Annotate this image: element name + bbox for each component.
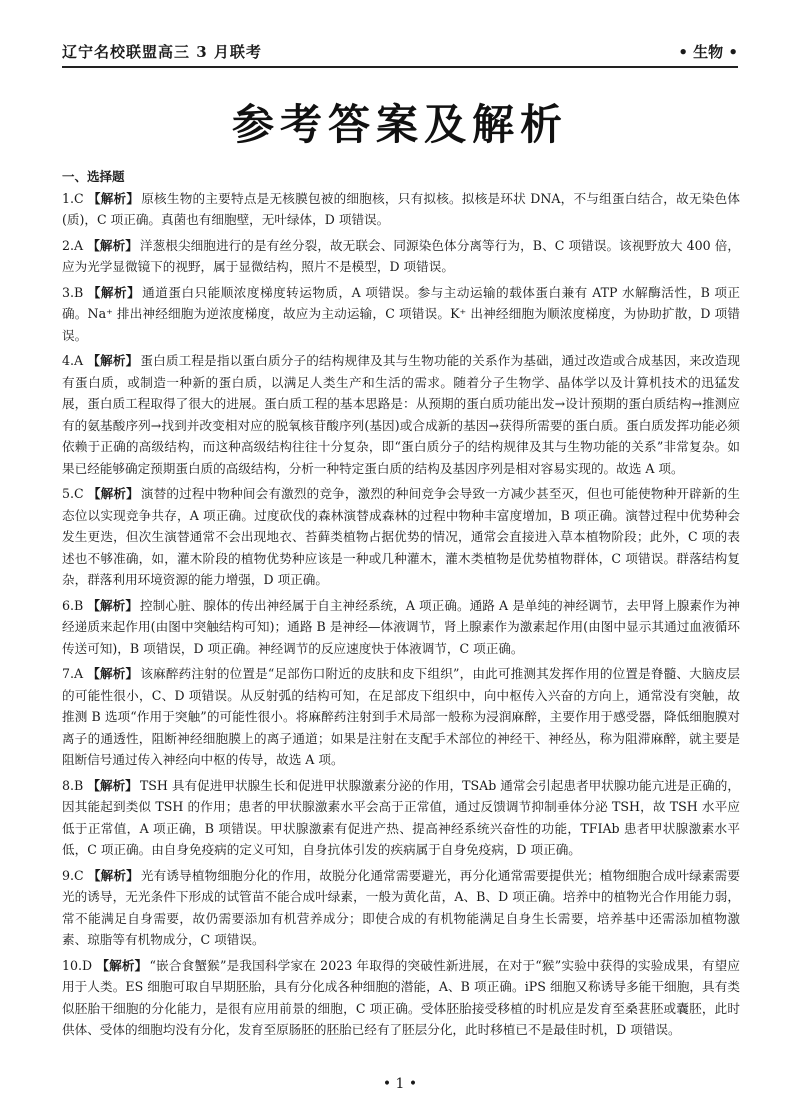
explanation-tag: 【解析】 xyxy=(87,867,139,883)
answer-explanation xyxy=(62,282,740,347)
explanation-text: 演替的过程中物种间会有激烈的竞争，激烈的种间竞争会导致一方减少甚至灭，但也可能使物种开辟新的生态位以实现竞争共存，A 项正确。过度砍伐的森林演替成森林的过程中物种丰富度增加，B 项正确。演替过程中优势种会发生更迭，但次生演替通常不会出现地衣、苔藓类植物占据优势的情况，通常会直接进入草本植物阶段；此外，C 项的表述也不够准确，如，灌木阶段的植物优势种应该是一种或几种灌木，灌木类植物是优势植物群体，C 项错误。群落结构复杂，群落利用环境资源的能力增强，D 项正确。 xyxy=(62,486,741,587)
answer-item xyxy=(62,663,740,771)
explanation-tag: 【解析】 xyxy=(87,666,139,681)
answer-letter: C xyxy=(74,190,88,206)
answer-letter: B xyxy=(74,284,88,300)
answer-explanation xyxy=(62,595,740,660)
answer-explanation xyxy=(62,188,740,231)
answer-letter: C xyxy=(74,486,88,501)
question-number: 8. xyxy=(62,777,75,793)
answer-item xyxy=(62,282,740,347)
question-number: 4. xyxy=(62,353,75,368)
explanation-tag: 【解析】 xyxy=(87,597,138,613)
answer-explanation xyxy=(62,775,740,861)
section-heading: 一、选择题 xyxy=(62,169,125,184)
exam-title: 辽宁名校联盟高三 3 月联考 xyxy=(62,43,262,61)
explanation-tag: 【解析】 xyxy=(96,957,148,973)
question-number: 5. xyxy=(62,486,75,501)
answer-list xyxy=(62,188,740,1041)
answer-letter: B xyxy=(74,777,88,793)
page-header xyxy=(62,38,738,68)
answer-content xyxy=(62,166,740,1045)
explanation-text: 原核生物的主要特点是无核膜包被的细胞核，只有拟核。拟核是环状 DNA，不与组蛋白结合，故无染色体(质)，C 项正确。真菌也有细胞壁，无叶绿体，D 项错误。 xyxy=(62,190,741,227)
explanation-text: 通道蛋白只能顺浓度梯度转运物质，A 项错误。参与主动运输的载体蛋白兼有 ATP 水解酶活性，B 项正确。Na⁺ 排出神经细胞为逆浓度梯度，故应为主动运输，C 项错误。K⁺ 出神经细胞为顺浓度梯度，为协助扩散，D 项错误。 xyxy=(62,284,741,343)
answer-explanation xyxy=(62,350,740,479)
explanation-tag: 【解析】 xyxy=(87,777,138,793)
answer-letter: B xyxy=(74,597,88,613)
explanation-tag: 【解析】 xyxy=(87,486,139,501)
explanation-text: 光有诱导植物细胞分化的作用，故脱分化通常需要避光，再分化通常需要提供光；植物细胞合成叶绿素需要光的诱导，无光条件下形成的试管苗不能合成叶绿素，一般为黄化苗，A、B、D 项正确。培养中的植物光合作用能力弱，常不能满足自身需要，故仍需要添加有机营养成分；即使合成的有机物能满足自身生长需要，培养基中还需添加植物激素、琼脂等有机物成分，C 项错误。 xyxy=(62,867,741,947)
explanation-tag: 【解析】 xyxy=(87,284,141,300)
answer-explanation xyxy=(62,955,740,1041)
answer-letter: C xyxy=(74,867,88,883)
answer-letter: A xyxy=(74,353,88,368)
answer-item xyxy=(62,775,740,861)
answer-letter: D xyxy=(82,957,97,973)
answer-item xyxy=(62,235,740,278)
explanation-tag: 【解析】 xyxy=(87,353,139,368)
answer-item xyxy=(62,595,740,660)
answer-explanation xyxy=(62,865,740,951)
answer-item xyxy=(62,350,740,479)
explanation-tag: 【解析】 xyxy=(87,190,140,206)
explanation-text: TSH 具有促进甲状腺生长和促进甲状腺激素分泌的作用，TSAb 通常会引起患者甲状腺功能亢进是正确的，因其能起到类似 TSH 的作用；患者的甲状腺激素水平会高于正常值，通过反馈调节抑制垂体分泌 TSH，故 TSH 水平应低于正常值，A 项正确，B 项错误。甲状腺激素有促进产热、提高神经系统兴奋性的功能，TFIAb 患者甲状腺激素水平低，C 项正确。由自身免疫病的定义可知，自身抗体引发的疾病属于自身免疫病，D 项正确。 xyxy=(62,777,741,857)
answer-item xyxy=(62,955,740,1041)
question-number: 9. xyxy=(62,867,75,883)
explanation-tag: 【解析】 xyxy=(87,237,138,253)
explanation-text: 控制心脏、腺体的传出神经属于自主神经系统，A 项正确。通路 A 是单纯的神经调节，去甲肾上腺素作为神经递质来起作用(由图中突触结构可知)；通路 B 是神经—体液调节，肾上腺素作为激素起作用(由图中显示其通过血液循环传送可知)，B 项错误，D 项正确。神经调节的反应速度快于体液调节，C 项正确。 xyxy=(62,597,740,656)
question-number: 2. xyxy=(62,237,75,253)
question-number: 7. xyxy=(62,666,75,681)
answer-explanation xyxy=(62,483,740,591)
explanation-text: 洋葱根尖细胞进行的是有丝分裂，故无联会、同源染色体分离等行为，B、C 项错误。该视野放大 400 倍，应为光学显微镜下的视野，属于显微结构，照片不是模型，D 项错误。 xyxy=(62,237,740,274)
question-number: 6. xyxy=(62,597,75,613)
answer-explanation xyxy=(62,663,740,771)
answer-item xyxy=(62,483,740,591)
answer-item xyxy=(62,865,740,951)
explanation-text: “嵌合食蟹猴”是我国科学家在 2023 年取得的突破性新进展，在对于“猴”实验中获得的实验成果，有望应用于人类。ES 细胞可取自早期胚胎，具有分化成各种细胞的潜能，A、B 项正确。iPS 细胞又称诱导多能干细胞，具有类似胚胎干细胞的分化能力，是很有应用前景的细胞，C 项正确。受体胚胎接受移植的时机应是发育至桑葚胚或囊胚，此时供体、受体的细胞均没有分化，发育至原肠胚的胚胎已经有了胚层分化，此时移植已不是最佳时机，D 项错误。 xyxy=(62,957,741,1037)
answer-item xyxy=(62,188,740,231)
subject-label: • 生物 • xyxy=(678,43,738,61)
page-number: • 1 • xyxy=(382,1076,418,1092)
explanation-text: 蛋白质工程是指以蛋白质分子的结构规律及其与生物功能的关系作为基础，通过改造或合成基因，来改造现有蛋白质，或制造一种新的蛋白质，以满足人类生产和生活的需求。随着分子生物学、晶体学以及计算机技术的迅猛发展，蛋白质工程取得了很大的进展。蛋白质工程的基本思路是：从预期的蛋白质功能出发→设计预期的蛋白质结构→推测应有的氨基酸序列→找到并改变相对应的脱氧核苷酸序列(基因)或合成新的基因→获得所需要的蛋白质。蛋白质发挥功能必须依赖于正确的高级结构，而这种高级结构往往十分复杂，即“蛋白质分子的结构规律及其与生物功能的关系”非常复杂。如果已经能够确定预期蛋白质的高级结构，分析一种特定蛋白质的结构及基因序列是相对容易实现的。故选 A 项。 xyxy=(62,353,741,476)
question-number: 1. xyxy=(62,190,75,206)
question-number: 3. xyxy=(62,284,75,300)
question-number: 10. xyxy=(62,957,83,973)
explanation-text: 该麻醉药注射的位置是“足部伤口附近的皮肤和皮下组织”，由此可推测其发挥作用的位置是脊髓、大脑皮层的可能性很小，C、D 项错误。从反射弧的结构可知，在足部皮下组织中，向中枢传入兴奋的方向上，通常没有突触，故推测 B 选项“作用于突触”的可能性很小。将麻醉药注射到手术局部一般称为浸润麻醉，主要作用于感受器，降低细胞膜对离子的通透性，阻断神经细胞膜上的离子通道；如果是注射在支配手术部位的神经干、神经丛，称为阻滞麻醉，就主要是阻断信号通过传入神经向中枢的传导，故选 A 项。 xyxy=(62,666,740,767)
answer-letter: A xyxy=(74,237,88,253)
page-title: 参考答案及解析 xyxy=(231,100,568,149)
answer-explanation xyxy=(62,235,740,278)
answer-letter: A xyxy=(74,666,88,681)
